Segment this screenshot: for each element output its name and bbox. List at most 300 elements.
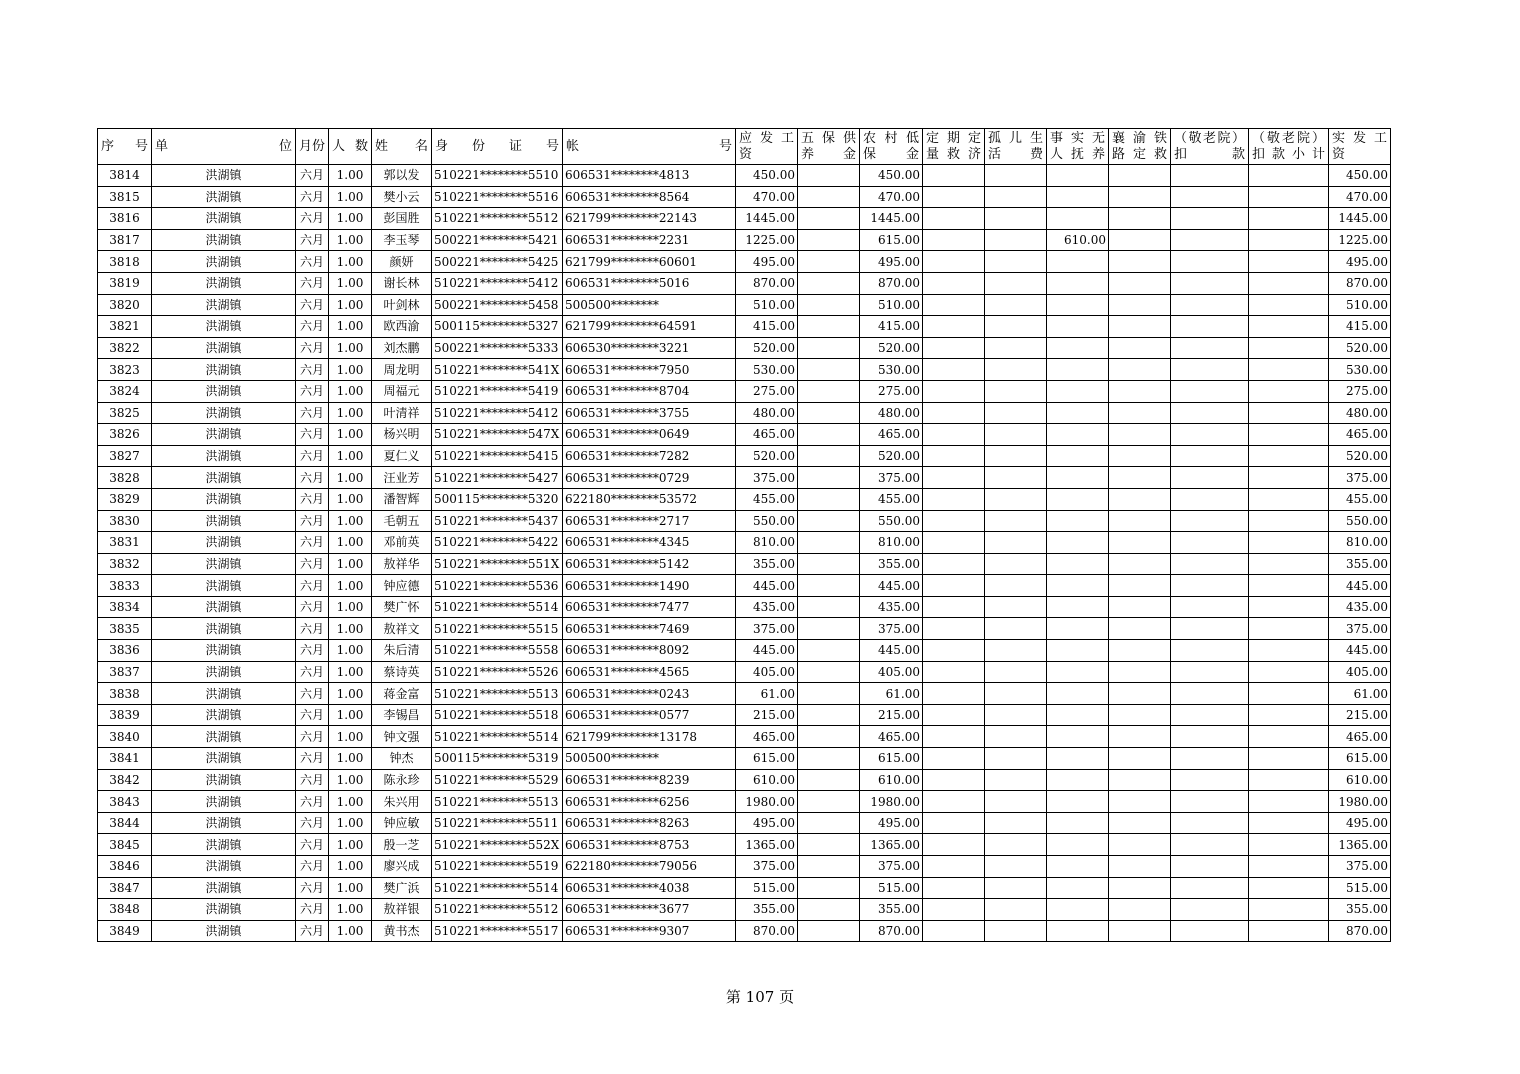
table-row — [98, 920, 1391, 942]
cell-idno: 500221********5421 — [432, 229, 563, 251]
cell-dingliang — [923, 726, 985, 748]
cell-shishi — [1047, 251, 1109, 273]
cell-count: 1.00 — [329, 726, 372, 748]
cell-dingliang — [923, 424, 985, 446]
cell-dingliang — [923, 186, 985, 208]
cell-wubao — [798, 186, 860, 208]
cell-guer — [985, 856, 1047, 878]
cell-shishi — [1047, 596, 1109, 618]
cell-idno: 510221********5536 — [432, 575, 563, 597]
cell-paid: 450.00 — [1329, 165, 1391, 187]
table-row — [98, 683, 1391, 705]
cell-seq: 3826 — [98, 424, 152, 446]
cell-xiangyu — [1109, 445, 1171, 467]
cell-account: 606531********0577 — [563, 704, 736, 726]
cell-xiangyu — [1109, 553, 1171, 575]
cell-xiangyu — [1109, 380, 1171, 402]
cell-due: 61.00 — [736, 683, 798, 705]
cell-idno: 510221********547X — [432, 424, 563, 446]
cell-seq: 3849 — [98, 920, 152, 942]
cell-account: 606531********8564 — [563, 186, 736, 208]
cell-guer — [985, 359, 1047, 381]
cell-month: 六月 — [296, 899, 329, 921]
cell-due: 520.00 — [736, 337, 798, 359]
cell-shishi — [1047, 359, 1109, 381]
cell-dingliang — [923, 316, 985, 338]
cell-name: 廖兴成 — [372, 856, 432, 878]
cell-xiangyu — [1109, 661, 1171, 683]
cell-xiangyu — [1109, 769, 1171, 791]
cell-idno: 500115********5319 — [432, 748, 563, 770]
cell-xiangyu — [1109, 834, 1171, 856]
cell-guer — [985, 553, 1047, 575]
cell-name: 毛朝五 — [372, 510, 432, 532]
cell-xiangyu — [1109, 208, 1171, 230]
cell-account: 606531********8263 — [563, 812, 736, 834]
cell-guer — [985, 424, 1047, 446]
cell-month: 六月 — [296, 704, 329, 726]
cell-count: 1.00 — [329, 704, 372, 726]
cell-month: 六月 — [296, 165, 329, 187]
cell-wubao — [798, 380, 860, 402]
cell-xiangyu — [1109, 877, 1171, 899]
cell-seq: 3820 — [98, 294, 152, 316]
cell-xiangyu — [1109, 165, 1171, 187]
cell-jingsub — [1249, 812, 1329, 834]
cell-seq: 3832 — [98, 553, 152, 575]
cell-name: 钟应德 — [372, 575, 432, 597]
cell-dingliang — [923, 748, 985, 770]
cell-dingliang — [923, 834, 985, 856]
cell-jingsub — [1249, 445, 1329, 467]
table-row — [98, 467, 1391, 489]
table-row — [98, 229, 1391, 251]
cell-dingliang — [923, 229, 985, 251]
cell-guer — [985, 532, 1047, 554]
cell-dibao: 445.00 — [860, 640, 923, 662]
header-jingsub: （敬老院） 扣 款 小 计 — [1249, 129, 1329, 165]
cell-seq: 3814 — [98, 165, 152, 187]
cell-shishi — [1047, 316, 1109, 338]
cell-due: 1225.00 — [736, 229, 798, 251]
cell-jingkou — [1171, 424, 1249, 446]
header-name: 姓 名 — [372, 129, 432, 165]
cell-unit: 洪湖镇 — [152, 683, 296, 705]
cell-month: 六月 — [296, 488, 329, 510]
cell-dingliang — [923, 272, 985, 294]
cell-dibao: 515.00 — [860, 877, 923, 899]
cell-jingsub — [1249, 748, 1329, 770]
cell-due: 550.00 — [736, 510, 798, 532]
cell-account: 621799********64591 — [563, 316, 736, 338]
cell-due: 215.00 — [736, 704, 798, 726]
cell-count: 1.00 — [329, 575, 372, 597]
cell-idno: 500221********5425 — [432, 251, 563, 273]
cell-dibao: 455.00 — [860, 488, 923, 510]
cell-paid: 530.00 — [1329, 359, 1391, 381]
cell-jingkou — [1171, 834, 1249, 856]
cell-jingsub — [1249, 596, 1329, 618]
cell-unit: 洪湖镇 — [152, 488, 296, 510]
cell-unit: 洪湖镇 — [152, 812, 296, 834]
cell-idno: 510221********541X — [432, 359, 563, 381]
cell-count: 1.00 — [329, 683, 372, 705]
cell-jingkou — [1171, 186, 1249, 208]
cell-xiangyu — [1109, 186, 1171, 208]
cell-account: 606531********8092 — [563, 640, 736, 662]
cell-paid: 355.00 — [1329, 553, 1391, 575]
cell-dibao: 615.00 — [860, 229, 923, 251]
cell-paid: 495.00 — [1329, 251, 1391, 273]
cell-unit: 洪湖镇 — [152, 208, 296, 230]
cell-dibao: 480.00 — [860, 402, 923, 424]
cell-jingkou — [1171, 812, 1249, 834]
cell-dibao: 1980.00 — [860, 791, 923, 813]
cell-jingsub — [1249, 165, 1329, 187]
cell-shishi — [1047, 748, 1109, 770]
cell-jingkou — [1171, 445, 1249, 467]
cell-jingsub — [1249, 791, 1329, 813]
cell-name: 杨兴明 — [372, 424, 432, 446]
cell-dingliang — [923, 596, 985, 618]
cell-idno: 510221********5526 — [432, 661, 563, 683]
cell-paid: 445.00 — [1329, 640, 1391, 662]
cell-idno: 510221********5422 — [432, 532, 563, 554]
cell-month: 六月 — [296, 359, 329, 381]
cell-account: 621799********13178 — [563, 726, 736, 748]
cell-shishi — [1047, 380, 1109, 402]
cell-idno: 510221********5514 — [432, 596, 563, 618]
cell-paid: 510.00 — [1329, 294, 1391, 316]
cell-dingliang — [923, 618, 985, 640]
cell-due: 275.00 — [736, 380, 798, 402]
cell-paid: 61.00 — [1329, 683, 1391, 705]
cell-count: 1.00 — [329, 380, 372, 402]
cell-seq: 3815 — [98, 186, 152, 208]
cell-account: 606531********8704 — [563, 380, 736, 402]
cell-guer — [985, 748, 1047, 770]
table-row — [98, 575, 1391, 597]
cell-dibao: 1445.00 — [860, 208, 923, 230]
cell-count: 1.00 — [329, 251, 372, 273]
cell-idno: 510221********551X — [432, 553, 563, 575]
table-row — [98, 359, 1391, 381]
cell-seq: 3825 — [98, 402, 152, 424]
cell-dibao: 445.00 — [860, 575, 923, 597]
cell-wubao — [798, 618, 860, 640]
cell-count: 1.00 — [329, 316, 372, 338]
cell-paid: 375.00 — [1329, 467, 1391, 489]
cell-due: 455.00 — [736, 488, 798, 510]
cell-account: 500500******** — [563, 294, 736, 316]
cell-jingkou — [1171, 791, 1249, 813]
cell-guer — [985, 208, 1047, 230]
cell-guer — [985, 640, 1047, 662]
cell-due: 615.00 — [736, 748, 798, 770]
cell-jingkou — [1171, 748, 1249, 770]
cell-account: 606531********2717 — [563, 510, 736, 532]
cell-account: 606531********0243 — [563, 683, 736, 705]
cell-jingkou — [1171, 294, 1249, 316]
cell-dibao: 530.00 — [860, 359, 923, 381]
cell-due: 465.00 — [736, 424, 798, 446]
cell-count: 1.00 — [329, 920, 372, 942]
cell-jingkou — [1171, 640, 1249, 662]
cell-unit: 洪湖镇 — [152, 294, 296, 316]
cell-idno: 510221********5529 — [432, 769, 563, 791]
cell-idno: 510221********5518 — [432, 704, 563, 726]
cell-shishi — [1047, 877, 1109, 899]
cell-name: 李锡昌 — [372, 704, 432, 726]
cell-dibao: 415.00 — [860, 316, 923, 338]
cell-shishi — [1047, 856, 1109, 878]
cell-shishi — [1047, 704, 1109, 726]
table-row — [98, 834, 1391, 856]
cell-count: 1.00 — [329, 424, 372, 446]
cell-guer — [985, 488, 1047, 510]
cell-idno: 500115********5320 — [432, 488, 563, 510]
cell-guer — [985, 186, 1047, 208]
cell-dibao: 61.00 — [860, 683, 923, 705]
cell-jingsub — [1249, 316, 1329, 338]
cell-month: 六月 — [296, 791, 329, 813]
table-row — [98, 596, 1391, 618]
cell-wubao — [798, 488, 860, 510]
cell-shishi — [1047, 920, 1109, 942]
cell-shishi — [1047, 769, 1109, 791]
cell-jingsub — [1249, 618, 1329, 640]
cell-unit: 洪湖镇 — [152, 553, 296, 575]
cell-wubao — [798, 575, 860, 597]
cell-jingkou — [1171, 380, 1249, 402]
cell-month: 六月 — [296, 769, 329, 791]
cell-jingsub — [1249, 553, 1329, 575]
cell-seq: 3833 — [98, 575, 152, 597]
cell-jingsub — [1249, 661, 1329, 683]
table-row — [98, 704, 1391, 726]
cell-jingkou — [1171, 877, 1249, 899]
cell-wubao — [798, 208, 860, 230]
cell-seq: 3828 — [98, 467, 152, 489]
table-row — [98, 488, 1391, 510]
table-row — [98, 748, 1391, 770]
cell-wubao — [798, 812, 860, 834]
cell-paid: 610.00 — [1329, 769, 1391, 791]
cell-name: 敖祥银 — [372, 899, 432, 921]
cell-wubao — [798, 445, 860, 467]
header-seq: 序 号 — [98, 129, 152, 165]
cell-idno: 510221********5514 — [432, 877, 563, 899]
cell-jingsub — [1249, 359, 1329, 381]
cell-paid: 1365.00 — [1329, 834, 1391, 856]
cell-jingkou — [1171, 229, 1249, 251]
cell-seq: 3839 — [98, 704, 152, 726]
cell-count: 1.00 — [329, 834, 372, 856]
cell-month: 六月 — [296, 661, 329, 683]
cell-count: 1.00 — [329, 208, 372, 230]
cell-paid: 375.00 — [1329, 618, 1391, 640]
cell-jingkou — [1171, 769, 1249, 791]
cell-wubao — [798, 272, 860, 294]
cell-jingsub — [1249, 186, 1329, 208]
header-paid: 实 发 工 资 — [1329, 129, 1391, 165]
cell-dingliang — [923, 877, 985, 899]
cell-due: 610.00 — [736, 769, 798, 791]
cell-name: 夏仁义 — [372, 445, 432, 467]
header-due: 应 发 工 资 — [736, 129, 798, 165]
cell-dibao: 870.00 — [860, 272, 923, 294]
table-row — [98, 380, 1391, 402]
cell-wubao — [798, 726, 860, 748]
cell-wubao — [798, 769, 860, 791]
cell-dingliang — [923, 661, 985, 683]
cell-name: 叶清祥 — [372, 402, 432, 424]
cell-count: 1.00 — [329, 769, 372, 791]
cell-guer — [985, 272, 1047, 294]
cell-paid: 465.00 — [1329, 424, 1391, 446]
cell-wubao — [798, 920, 860, 942]
cell-idno: 510221********5427 — [432, 467, 563, 489]
cell-seq: 3842 — [98, 769, 152, 791]
cell-unit: 洪湖镇 — [152, 899, 296, 921]
cell-month: 六月 — [296, 380, 329, 402]
cell-month: 六月 — [296, 294, 329, 316]
cell-due: 405.00 — [736, 661, 798, 683]
cell-idno: 510221********5517 — [432, 920, 563, 942]
cell-dibao: 450.00 — [860, 165, 923, 187]
cell-seq: 3822 — [98, 337, 152, 359]
cell-name: 蔡诗英 — [372, 661, 432, 683]
cell-shishi — [1047, 575, 1109, 597]
cell-month: 六月 — [296, 532, 329, 554]
cell-account: 606531********5016 — [563, 272, 736, 294]
cell-jingsub — [1249, 834, 1329, 856]
table-header — [98, 129, 1391, 165]
cell-jingsub — [1249, 877, 1329, 899]
cell-due: 1365.00 — [736, 834, 798, 856]
cell-account: 606531********3677 — [563, 899, 736, 921]
cell-paid: 810.00 — [1329, 532, 1391, 554]
cell-account: 606531********8753 — [563, 834, 736, 856]
cell-dingliang — [923, 337, 985, 359]
cell-name: 殷一芝 — [372, 834, 432, 856]
cell-account: 606531********6256 — [563, 791, 736, 813]
cell-unit: 洪湖镇 — [152, 704, 296, 726]
cell-jingsub — [1249, 532, 1329, 554]
cell-month: 六月 — [296, 402, 329, 424]
cell-xiangyu — [1109, 683, 1171, 705]
cell-count: 1.00 — [329, 661, 372, 683]
table-row — [98, 445, 1391, 467]
cell-due: 355.00 — [736, 553, 798, 575]
cell-wubao — [798, 748, 860, 770]
cell-seq: 3816 — [98, 208, 152, 230]
cell-count: 1.00 — [329, 640, 372, 662]
cell-name: 欧西渝 — [372, 316, 432, 338]
cell-wubao — [798, 337, 860, 359]
cell-count: 1.00 — [329, 899, 372, 921]
cell-shishi — [1047, 337, 1109, 359]
cell-seq: 3841 — [98, 748, 152, 770]
table-body — [98, 165, 1391, 942]
cell-seq: 3838 — [98, 683, 152, 705]
cell-jingkou — [1171, 704, 1249, 726]
cell-jingkou — [1171, 596, 1249, 618]
cell-name: 刘杰鹏 — [372, 337, 432, 359]
cell-jingkou — [1171, 316, 1249, 338]
cell-paid: 550.00 — [1329, 510, 1391, 532]
cell-unit: 洪湖镇 — [152, 575, 296, 597]
cell-account: 606531********7477 — [563, 596, 736, 618]
cell-dingliang — [923, 553, 985, 575]
cell-month: 六月 — [296, 748, 329, 770]
table-row — [98, 251, 1391, 273]
table-row — [98, 424, 1391, 446]
cell-count: 1.00 — [329, 618, 372, 640]
cell-seq: 3840 — [98, 726, 152, 748]
cell-guer — [985, 899, 1047, 921]
table-row — [98, 791, 1391, 813]
cell-due: 355.00 — [736, 899, 798, 921]
cell-seq: 3829 — [98, 488, 152, 510]
cell-wubao — [798, 553, 860, 575]
cell-jingsub — [1249, 683, 1329, 705]
cell-dingliang — [923, 856, 985, 878]
cell-xiangyu — [1109, 704, 1171, 726]
cell-count: 1.00 — [329, 532, 372, 554]
cell-unit: 洪湖镇 — [152, 272, 296, 294]
cell-guer — [985, 704, 1047, 726]
cell-dibao: 375.00 — [860, 856, 923, 878]
cell-dibao: 375.00 — [860, 618, 923, 640]
cell-wubao — [798, 791, 860, 813]
cell-account: 606531********0729 — [563, 467, 736, 489]
cell-xiangyu — [1109, 359, 1171, 381]
cell-dingliang — [923, 510, 985, 532]
table-row — [98, 208, 1391, 230]
cell-idno: 510221********552X — [432, 834, 563, 856]
cell-idno: 510221********5412 — [432, 402, 563, 424]
cell-unit: 洪湖镇 — [152, 165, 296, 187]
cell-month: 六月 — [296, 856, 329, 878]
cell-paid: 275.00 — [1329, 380, 1391, 402]
cell-wubao — [798, 510, 860, 532]
cell-xiangyu — [1109, 316, 1171, 338]
cell-wubao — [798, 834, 860, 856]
cell-paid: 1980.00 — [1329, 791, 1391, 813]
cell-unit: 洪湖镇 — [152, 186, 296, 208]
cell-shishi — [1047, 640, 1109, 662]
cell-name: 钟文强 — [372, 726, 432, 748]
cell-paid: 520.00 — [1329, 337, 1391, 359]
cell-guer — [985, 337, 1047, 359]
cell-account: 606531********4345 — [563, 532, 736, 554]
cell-seq: 3819 — [98, 272, 152, 294]
cell-dingliang — [923, 251, 985, 273]
cell-name: 黄书杰 — [372, 920, 432, 942]
cell-wubao — [798, 704, 860, 726]
cell-unit: 洪湖镇 — [152, 726, 296, 748]
header-idno: 身 份 证 号 — [432, 129, 563, 165]
cell-name: 潘智辉 — [372, 488, 432, 510]
cell-unit: 洪湖镇 — [152, 359, 296, 381]
cell-xiangyu — [1109, 748, 1171, 770]
table-row — [98, 553, 1391, 575]
cell-unit: 洪湖镇 — [152, 856, 296, 878]
cell-month: 六月 — [296, 251, 329, 273]
cell-count: 1.00 — [329, 272, 372, 294]
cell-idno: 510221********5415 — [432, 445, 563, 467]
